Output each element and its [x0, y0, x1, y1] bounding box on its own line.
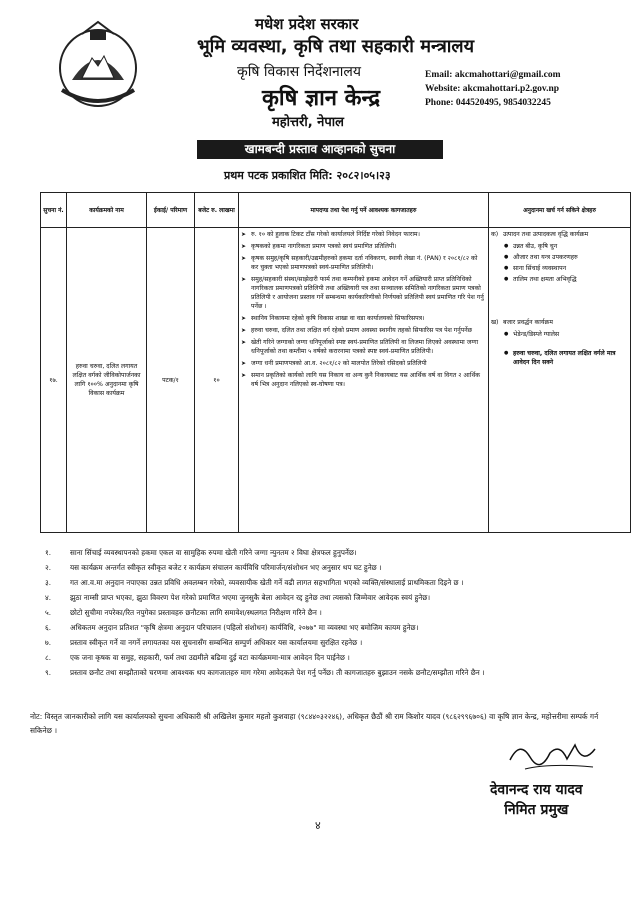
- list-item: ● तालिम तथा क्षमता अभिवृद्धि: [513, 275, 628, 284]
- header-ministry: भूमि व्यवस्था, कृषि तथा सहकारी मन्त्रालय: [197, 36, 475, 57]
- table-header-row: [41, 193, 631, 228]
- notes-list: [45, 545, 620, 680]
- budget-area-ka: [491, 230, 628, 239]
- list-item: ● उन्नत बीउ, कृषि चुन: [513, 242, 628, 251]
- header-criteria: मापदण्ड तथा पेश गर्नु पर्ने आवश्यक कागजातहरु: [239, 193, 489, 228]
- list-item: [45, 605, 620, 620]
- header-directorate: कृषि विकास निर्देशनालय: [237, 64, 361, 80]
- budget-area-ka-title: उत्पादन तथा उत्पादकत्व वृद्धि कार्यक्रम: [503, 231, 589, 238]
- table-row: [41, 228, 631, 533]
- contact-phone: Phone: 044520495, 9854032245: [425, 98, 551, 108]
- header-location: महोत्तरी, नेपाल: [272, 115, 344, 130]
- budget-area-kha-label: ख): [491, 319, 499, 326]
- budget-area-kha: [491, 318, 628, 327]
- list-item: ➤ खेती गरिने जग्गाको जग्गा धनिपूर्जाको स्पष्ट स्वयं-प्रमाणित प्रतिलिपी वा लिजमा लिएको अवस्थामा जग्गा धनिपूर्जाको तथा कम्तीमा ५ वर्षको करारनामा पत्रको स्पष्ट स्वयं-प्रमाणित प्रतिलिपी।: [251, 338, 486, 356]
- budget-area-kha-list: [503, 330, 628, 367]
- signer-designation: निमित प्रमुख: [504, 802, 569, 818]
- note-number: १.: [45, 548, 52, 557]
- header-unit: ईकाई/ परिमाण: [147, 193, 195, 228]
- note-number: ४.: [45, 593, 52, 602]
- list-item: ● औजार तथा यन्त्र उपकरणहरु: [513, 253, 628, 262]
- list-item: [45, 665, 620, 680]
- government-emblem-icon: [52, 20, 144, 112]
- row-budget: १०: [195, 228, 239, 533]
- note-text: झुठा नाम्सी प्राप्त भएका, झुठा विवरण पेश गरेको प्रमाणित भएमा जुनसुकै बेला आवेदन रद्द हुनेछ तथा त्यसको जिम्मेवार आवेदक स्वयं हुनेछ।: [70, 593, 431, 602]
- row-sn: १७.: [41, 228, 67, 533]
- header-government: मधेश प्रदेश सरकार: [255, 15, 359, 33]
- list-item: ➤ कृषक समुह/कृषि सहकारी/उद्यमीहरुको हकमा दर्ता नविकरण, स्थायी लेखा नं. (PAN) र २०८१/८२ को कर चुक्ता भएको प्रमाणपत्रको स्वयं-प्रमाणित प्रतिलिपी।: [251, 254, 486, 272]
- footnote: नोट: विस्तृत जानकारीको लागि यस कार्यालयको सुचना अधिकारी श्री अखिलेश कुमार महतो कुशवाहा (९८४४०३२२४६), अधिकृत छैठौं श्री राम किशोर यादव (९८६२९९६७०६) वा कृषि ज्ञान केन्द्र, महोत्तरीमा सम्पर्क गर्न सकिनेछ ।: [30, 712, 599, 735]
- signature-block: [490, 780, 583, 820]
- budget-area-kha-title: बजार प्रवर्द्धन कार्यक्रम: [503, 319, 553, 326]
- header-budget: बजेट रु. लाखमा: [195, 193, 239, 228]
- note-number: ९.: [45, 668, 52, 677]
- list-item: ➤ समान प्रकृतिको कार्यको लागि यस निकाय वा अन्य कुनै निकायबाट यस आर्थिक वर्ष वा विगत २ आर्थिक वर्ष भित्र अनुदान नलिएको स्व-घोषणा पत्र।: [251, 371, 486, 389]
- budget-area-ka-list: [503, 242, 628, 284]
- budget-area-ka-label: क): [491, 231, 499, 238]
- list-item: ➤ रु. १० को हुलाक टिकट टाँस गरेको कार्यालयले निर्दिष्ट गरेको निवेदन फाराम।: [251, 230, 486, 239]
- contact-website: Website: akcmahottari.p2.gov.np: [425, 84, 560, 94]
- list-item: [45, 575, 620, 590]
- note-text: साना सिंचाई व्यवस्थापनको हकमा एकल वा सामुहिक रुपमा खेती गरिने जग्गा न्युनतम २ विघा क्षेत्रफल हुनुपर्नेछ।: [70, 548, 357, 557]
- header-budget-areas: अनुदानमा खर्च गर्न सकिने क्षेत्रहरु: [489, 193, 631, 228]
- note-text: छोटो सुचीमा नपरेका/रित नपुगेका प्रस्तावहरु छनौटका लागि समावेश/स्थलगत निरीक्षण गरिने छैन ।: [70, 608, 322, 617]
- note-text: प्रस्ताव छनौट तथा सम्झौताको चरणमा आवश्यक थप कागजातहरु माग गरेमा आवेदकले पेश गर्नु पर्नेछ। ती कागजातहरु बुझाउन नसके छनौट/सम्झौता गरिने छैन ।: [70, 668, 485, 677]
- publish-date: प्रथम पटक प्रकाशित मिति: २०८२।०५।२३: [224, 169, 391, 182]
- row-program: हरुवा चरुवा, दलित लगायत लक्षित वर्गको जीविकोपार्जनका लागि १००% अनुदानमा कृषि विकास कार्यक्रम: [67, 228, 147, 533]
- signer-name: देवानन्द राय यादव: [490, 782, 583, 798]
- note-number: ६.: [45, 623, 52, 632]
- row-unit: पटक/१: [147, 228, 195, 533]
- contact-block: [425, 68, 560, 110]
- note-number: ७.: [45, 638, 52, 647]
- list-item: ➤ समुह/सहकारी संस्था/साझेदारी फार्म तथा कम्पनीको हकमा आवेदन गर्ने अख्तियारी प्राप्त प्रतिनिधिको नागरिकता प्रमाणपत्रको प्रतिलिपी तथा अख्तियारी पत्र तथा सञ्चालक समितिको नागरिकता प्रमाण पत्रको प्रतिलिपी र आयोजना प्रस्ताव गर्ने सम्बन्धमा कार्यकारिणीको निर्णयको प्रतिलिपी स्वयं प्रमाणित गरि पेश गर्नु पर्नेछ ।: [251, 275, 486, 311]
- list-item: ● हरुवा चरुवा, दलित लगायत लक्षित वर्गले मात्र आवेदन दिन सक्ने: [513, 349, 628, 367]
- note-text: प्रस्ताव स्वीकृत गर्ने वा नगर्ने लगायतका यस सुचनासँग सम्बन्धित सम्पुर्ण अधिकार यस कार्यालयमा सुरक्षित रहनेछ ।: [70, 638, 363, 647]
- list-item: [45, 560, 620, 575]
- program-table: [40, 192, 631, 533]
- note-text: अधिकतम अनुदान प्रतिशत "कृषि क्षेत्रमा अनुदान परिचालन (पहिलो संशोधन) कार्यविधि, २०७७" मा व्यवस्था भए बमोजिम कायम हुनेछ।: [70, 623, 419, 632]
- list-item: [45, 545, 620, 560]
- note-number: २.: [45, 563, 52, 572]
- list-item: [45, 590, 620, 605]
- note-number: ५.: [45, 608, 52, 617]
- list-item: ● साना सिंचाई व्यवस्थापन: [513, 264, 628, 273]
- note-text: गत आ.व.मा अनुदान नपाएका उन्नत प्रविधि अवलम्बन गरेको, व्यवसायीक खेती गर्ने वढी लागत सहभागिता भएको व्यक्ति/संस्थालाई प्राथमिकता दिइने छ ।: [70, 578, 464, 587]
- header-office: कृषि ज्ञान केन्द्र: [262, 86, 381, 111]
- list-item: ● भेडेन्ड/डिस्प्ले ग्यालेस: [513, 330, 628, 339]
- list-item: ➤ हरुवा चरुवा, दलित तथा लक्षित वर्ग रहेको प्रमाण अवस्था स्थानीय तहको सिफारिस पत्र पेश गर्नुपर्नेछ: [251, 326, 486, 335]
- list-item: [45, 650, 620, 665]
- note-text: यस कार्यक्रम अन्तर्गत स्वीकृत स्वीकृत बजेट र कार्यक्रम संचालन कार्यविधि परिमार्जन/संशोधन भए अनुसार थप घट हुनेछ ।: [70, 563, 382, 572]
- row-criteria: [239, 228, 489, 533]
- contact-email: Email: akcmahottari@gmail.com: [425, 70, 561, 80]
- handwritten-signature-icon: [505, 735, 600, 775]
- list-item: ➤ कृषकको हकमा नागरिकता प्रमाण पत्रको स्वयं प्रमाणित प्रतिलिपी।: [251, 242, 486, 251]
- list-item: ➤ स्थानिय निकायमा रहेको कृषि विकास शाखा वा वडा कार्यालयको सिफारिसपत्र।: [251, 314, 486, 323]
- list-item: ➤ जग्गा धनी प्रमाणपत्रको आ.व. २०८१/८२ को मालपोत तिरेको रसिदको प्रतिलिपी: [251, 359, 486, 368]
- header-sn: सुचना नं.: [41, 193, 67, 228]
- note-number: ८.: [45, 653, 52, 662]
- criteria-list: [241, 230, 486, 389]
- notice-title: खामबन्दी प्रस्ताव आव्हानको सुचना: [197, 140, 443, 159]
- page-number: ४: [315, 819, 321, 832]
- list-item: [45, 635, 620, 650]
- header-program: कार्यक्रमको नाम: [67, 193, 147, 228]
- list-item: [45, 620, 620, 635]
- row-budget-areas: [489, 228, 631, 533]
- note-text: एक जना कृषक वा समुह, सहकारी, फर्म तथा उद्यमीले बढिमा दुई वटा कार्यक्रममा-मात्र आवेदन दिन पाईनेछ ।: [70, 653, 350, 662]
- note-number: ३.: [45, 578, 52, 587]
